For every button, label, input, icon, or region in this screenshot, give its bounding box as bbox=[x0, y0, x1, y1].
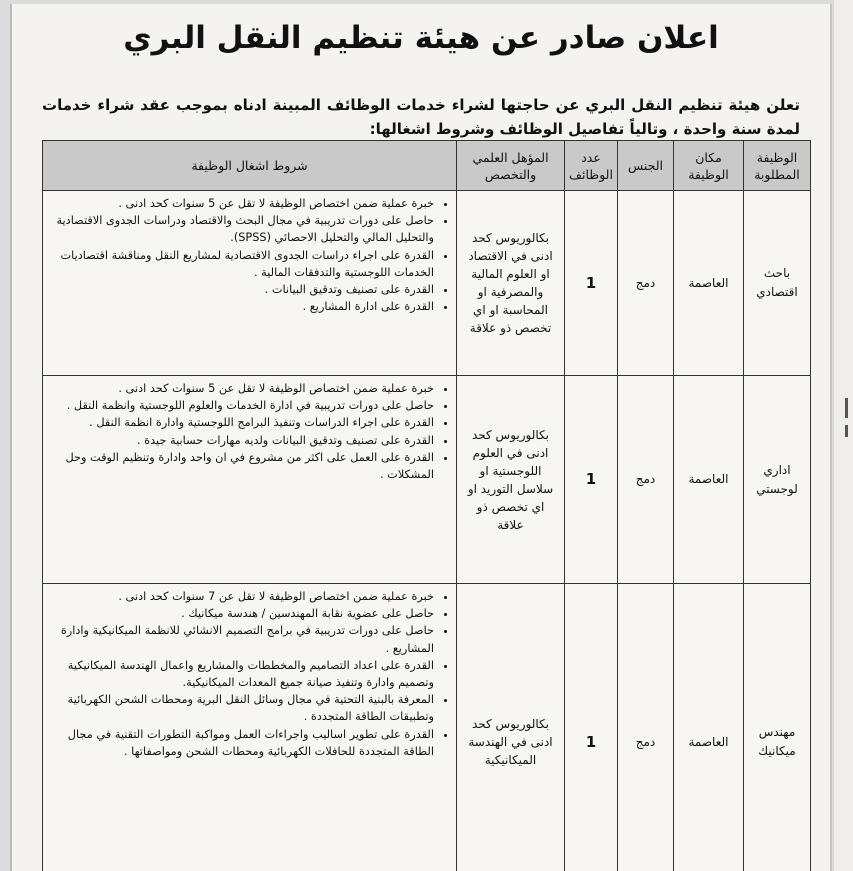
job-count: 1 bbox=[565, 191, 618, 376]
condition-item: • حاصل على دورات تدريبية في برامج التصميم الانشائي للانظمة الميكانيكية وادارة المشاريع . bbox=[47, 622, 434, 656]
job-qualification: بكالوريوس كحد ادنى في الهندسة الميكانيكية bbox=[457, 584, 565, 871]
job-qualification: بكالوريوس كحد ادنى في العلوم اللوجستية او سلاسل التوريد او اي تخصص ذو علاقة bbox=[457, 376, 565, 584]
condition-item: • القدرة على تصنيف وتدقيق البيانات ولديه مهارات حسابية جيدة . bbox=[47, 432, 434, 449]
job-gender: دمج bbox=[618, 191, 674, 376]
announcement-page bbox=[10, 4, 832, 871]
conditions-list bbox=[47, 588, 448, 760]
condition-item: • حاصل على دورات تدريبية في مجال البحث والاقتصاد ودراسات الجدوى الاقتصادية والتحليل المالي والتحليل الاحصائي (SPSS). bbox=[47, 212, 434, 246]
table-header-row bbox=[43, 141, 811, 191]
condition-item: • حاصل على عضوية نقابة المهندسين / هندسة ميكانيك . bbox=[47, 605, 434, 622]
announcement-intro: تعلن هيئة تنظيم النقل البري عن حاجتها لشراء خدمات الوظائف المبينة ادناه بموجب عقد شراء خدمات لمدة سنة واحدة ، وتالياً تفاصيل الوظائف وشروط اشغالها: bbox=[42, 96, 800, 138]
condition-item: • القدرة على ادارة المشاريع . bbox=[47, 298, 434, 315]
condition-item: • القدرة على تطوير اساليب واجراءات العمل ومواكبة التطورات التقنية في مجال الطاقة المتجددة للحافلات الكهربائية ومحطات الشحن ومواصفاتها . bbox=[47, 726, 434, 760]
header-gender: الجنس bbox=[618, 141, 674, 191]
table-row bbox=[43, 376, 811, 584]
condition-item: • حاصل على دورات تدريبية في ادارة الخدمات والعلوم اللوجستية وانظمة النقل . bbox=[47, 397, 434, 414]
job-title: مهندس ميكانيك bbox=[744, 584, 811, 871]
header-qualification: المؤهل العلمي والتخصص bbox=[457, 141, 565, 191]
edge-mark bbox=[845, 398, 848, 418]
header-location: مكان الوظيفة bbox=[674, 141, 744, 191]
condition-item: • القدرة على العمل على اكثر من مشروع في ان واحد وادارة وتنظيم الوقت وحل المشكلات . bbox=[47, 449, 434, 483]
jobs-table bbox=[42, 140, 811, 871]
header-count: عدد الوظائف bbox=[565, 141, 618, 191]
job-conditions bbox=[43, 191, 457, 376]
job-conditions bbox=[43, 376, 457, 584]
condition-item: • القدرة على اجراء دراسات الجدوى الاقتصادية لمشاريع النقل ومناقشة اقتصاديات الخدمات اللوجستية والتدفقات المالية . bbox=[47, 247, 434, 281]
conditions-list bbox=[47, 380, 448, 483]
job-count: 1 bbox=[565, 376, 618, 584]
header-job: الوظيفة المطلوبة bbox=[744, 141, 811, 191]
job-location: العاصمة bbox=[674, 376, 744, 584]
condition-item: • القدرة على اعداد التصاميم والمخططات والمشاريع واعمال الهندسة الميكانيكية وتصميم وادارة وتنفيذ صيانة جميع المعدات الميكانيكية. bbox=[47, 657, 434, 691]
job-title: اداري لوجستي bbox=[744, 376, 811, 584]
job-gender: دمج bbox=[618, 376, 674, 584]
edge-mark bbox=[845, 425, 848, 437]
adjacent-page-edge bbox=[834, 0, 853, 871]
job-conditions bbox=[43, 584, 457, 871]
job-location: العاصمة bbox=[674, 584, 744, 871]
job-gender: دمج bbox=[618, 584, 674, 871]
announcement-title: اعلان صادر عن هيئة تنظيم النقل البري bbox=[123, 20, 719, 56]
job-count: 1 bbox=[565, 584, 618, 871]
condition-item: • خبرة عملية ضمن اختصاص الوظيفة لا تقل عن 5 سنوات كحد ادنى . bbox=[47, 380, 434, 397]
condition-item: • المعرفة بالبنية التحتية في مجال وسائل النقل البرية ومحطات الشحن الكهربائية وتطبيقات الطاقة المتجددة . bbox=[47, 691, 434, 725]
condition-item: • خبرة عملية ضمن اختصاص الوظيفة لا تقل عن 7 سنوات كحد ادنى . bbox=[47, 588, 434, 605]
job-qualification: بكالوريوس كحد ادنى في الاقتصاد او العلوم المالية والمصرفية او المحاسبة او اي تخصص ذو علاقة bbox=[457, 191, 565, 376]
condition-item: • القدرة على تصنيف وتدقيق البيانات . bbox=[47, 281, 434, 298]
table-row bbox=[43, 191, 811, 376]
condition-item: • القدرة على اجراء الدراسات وتنفيذ البرامج اللوجستية وادارة انظمة النقل . bbox=[47, 414, 434, 431]
conditions-list bbox=[47, 195, 448, 315]
header-conditions: شروط اشغال الوظيفة bbox=[43, 141, 457, 191]
condition-item: • خبرة عملية ضمن اختصاص الوظيفة لا تقل عن 5 سنوات كحد ادنى . bbox=[47, 195, 434, 212]
job-title: باحث اقتصادي bbox=[744, 191, 811, 376]
job-location: العاصمة bbox=[674, 191, 744, 376]
table-row bbox=[43, 584, 811, 871]
